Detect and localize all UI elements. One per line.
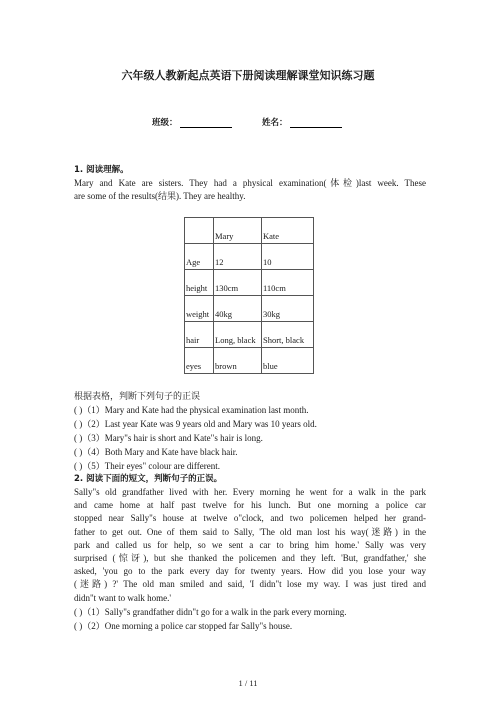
question-item[interactable]: ( )（3）Mary"s hair is short and Kate"s hair is long.	[74, 433, 263, 443]
table-cell: 40kg	[214, 296, 262, 322]
question-item[interactable]: ( )（2）Last year Kate was 9 years old and Mary was 10 years old.	[74, 419, 317, 429]
passage-line: (迷路) ?' The old man smiled and said, 'I didn"t lose my way. I was just tired and	[74, 579, 426, 590]
passage-line: stopped near Sally"s house at twelve o"clock, and two policemen helped her grand-	[74, 513, 426, 524]
table-row	[185, 270, 314, 296]
table-header-row	[185, 218, 314, 244]
name-blank[interactable]	[290, 119, 342, 128]
table-cell: Kate	[262, 218, 314, 244]
table-cell: height	[185, 270, 214, 296]
table-cell: Long, black	[214, 322, 262, 348]
table-cell: Short, black	[262, 322, 314, 348]
table-cell: blue	[262, 348, 314, 374]
table-cell	[185, 218, 214, 244]
name-label: 姓名：	[262, 118, 288, 128]
class-field	[152, 116, 232, 128]
section1-intro	[74, 177, 426, 203]
passage-line: park and called us for help, so we sent a car to bring him home.' Sally was very	[74, 539, 426, 550]
table-cell: weight	[185, 296, 214, 322]
passage-line: and came home at half past twelve for his lunch. But one morning a police car	[74, 500, 426, 511]
table-cell: hair	[185, 322, 214, 348]
table-row	[185, 348, 314, 374]
results-table	[184, 217, 314, 374]
passage-line: didn"t want to walk home.'	[74, 592, 172, 603]
page-indicator: 1 / 11	[238, 678, 258, 688]
passage-line: asked, 'you go to the park every day for twenty years. How did you lose your way	[74, 566, 426, 577]
question-item[interactable]: ( )（4）Both Mary and Kate have black hair.	[74, 447, 238, 457]
section2-heading: 2. 阅读下面的短文，判断句子的正误。	[74, 474, 223, 484]
table-row	[185, 296, 314, 322]
table-cell: 130cm	[214, 270, 262, 296]
table-row	[185, 244, 314, 270]
table-cell: 110cm	[262, 270, 314, 296]
passage-line: father to get out. One of them said to Sally, 'The old man lost his way(迷路) in the	[74, 526, 426, 537]
question-item[interactable]: ( )（5）Their eyes" colour are different.	[74, 461, 220, 471]
table-cell: Mary	[214, 218, 262, 244]
section2-passage	[74, 486, 426, 605]
question-item[interactable]: ( )（1）Sally"s grandfather didn"t go for a walk in the park every morning.	[74, 607, 347, 617]
table-cell: Age	[185, 244, 214, 270]
question-item[interactable]: ( )（2）One morning a police car stopped far Sally"s house.	[74, 621, 293, 631]
name-field	[262, 116, 342, 128]
table-cell: brown	[214, 348, 262, 374]
question-item[interactable]: ( )（1）Mary and Kate had the physical examination last month.	[74, 405, 309, 415]
table-row	[185, 322, 314, 348]
section1-heading: 1. 阅读理解。	[74, 165, 129, 175]
document-title: 六年级人教新起点英语下册阅读理解课堂知识练习题	[121, 69, 375, 82]
table-cell: eyes	[185, 348, 214, 374]
passage-line: Sally"s old grandfather lived with her. Every morning he went for a walk in the park	[74, 487, 426, 497]
passage-line: surprised (惊讶), but she thanked the policemen and they left. 'But, grandfather,' she	[74, 553, 426, 564]
table-cell: 12	[214, 244, 262, 270]
class-label: 班级：	[152, 118, 178, 128]
table-cell: 30kg	[262, 296, 314, 322]
section1-instruction: 根据表格，判断下列句子的正误	[74, 391, 201, 401]
intro-line: Mary and Kate are sisters. They had a physical examination(体检)last week. These	[74, 178, 426, 188]
class-blank[interactable]	[180, 119, 232, 128]
table-cell: 10	[262, 244, 314, 270]
intro-line: are some of the results(结果). They are healthy.	[74, 191, 246, 202]
